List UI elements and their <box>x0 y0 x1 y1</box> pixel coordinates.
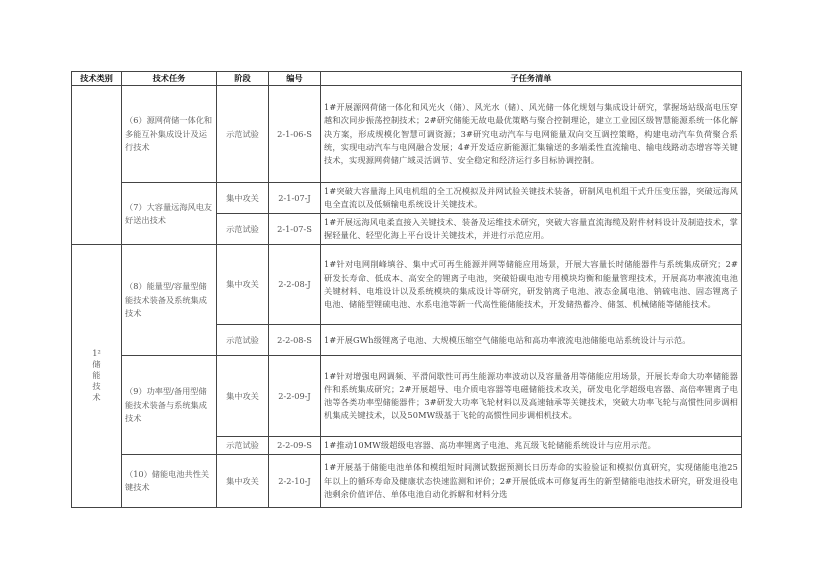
subtasks-cell: 1#推动10MW级超级电容器、高功率锂离子电池、兆瓦级飞轮储能系统设计与应用示范。 <box>321 437 742 455</box>
stage-cell: 集中攻关 <box>217 356 269 437</box>
stage-cell: 集中攻关 <box>217 455 269 508</box>
header-category: 技术类别 <box>72 72 122 86</box>
task-cell-6: （6）源网荷储一体化和多能互补集成设计及运行技术 <box>122 86 217 183</box>
header-row <box>72 72 742 86</box>
task-cell-7: （7）大容量远海风电友好送出技术 <box>122 183 217 245</box>
stage-cell: 示范试验 <box>217 214 269 245</box>
task-cell-9: （9）功率型/备用型储能技术装备与系统集成技术 <box>122 356 217 455</box>
header-code: 编号 <box>269 72 321 86</box>
subtasks-cell: 1#针对增强电网调频、平滑间歇性可再生能源功率波动以及容量备用等储能应用场景，开展长寿命大功率储能器件和系统集成研究；2#开展超导、电介质电容器等电磁储能技术攻关，研发电化学超级电容器、高倍率锂离子电池等各类功率型储能器件；3#研发大功率飞轮材料以及高速轴承等关键技术，突破大功率飞轮与高惯性同步调相机集成关键技术，以及50MW级基于飞轮的高惯性同步调相机技术。 <box>321 356 742 437</box>
stage-cell: 集中攻关 <box>217 183 269 214</box>
code-cell: 2-2-09-S <box>269 437 321 455</box>
stage-cell: 示范试验 <box>217 325 269 356</box>
header-stage: 阶段 <box>217 72 269 86</box>
header-subtasks: 子任务清单 <box>321 72 742 86</box>
table-row <box>72 86 742 183</box>
code-cell: 2-2-10-J <box>269 455 321 508</box>
table-row <box>72 245 742 325</box>
table-row <box>72 183 742 214</box>
header-task: 技术任务 <box>122 72 217 86</box>
code-cell: 2-1-07-S <box>269 214 321 245</box>
code-cell: 2-2-09-J <box>269 356 321 437</box>
code-cell: 2-1-06-S <box>269 86 321 183</box>
subtasks-cell: 1#开展远海风电柔直接入关键技术、装备及运维技术研究，突破大容量直流海缆及附件材料设计及制造技术，掌握轻量化、轻型化海上平台设计关键技术，并进行示范应用。 <box>321 214 742 245</box>
category-label-storage: 1²储能技术 <box>92 348 101 403</box>
code-cell: 2-2-08-S <box>269 325 321 356</box>
subtasks-cell: 1#开展源网荷储一体化和风光火（储）、风光水（储）、风光储一体化规划与集成设计研究，掌握场站级高电压穿越和次同步振荡控制技术；2#研究储能无故电最优策略与聚合控制理论，建立工业园区级智慧能源系统一体化解决方案，形成规模化智慧可调资源；3#研究电动汽车与电网能量双向交互调控策略，构建电动汽车负荷聚合系统，实现电动汽车与电网融合发展；4#开发适应新能源汇集输送的多端柔性直流输电、输电线路动态增容等关键技术，实现源网荷储广域灵活调节、安全稳定和经济运行多目标协调控制。 <box>321 86 742 183</box>
task-table <box>71 71 742 508</box>
stage-cell: 示范试验 <box>217 437 269 455</box>
code-cell: 2-1-07-J <box>269 183 321 214</box>
code-cell: 2-2-08-J <box>269 245 321 325</box>
stage-cell: 集中攻关 <box>217 245 269 325</box>
table-row <box>72 356 742 437</box>
category-cell-1 <box>72 86 122 245</box>
subtasks-cell: 1#开展GWh级锂离子电池、大规模压缩空气储能电站和高功率液流电池储能电站系统设计与示范。 <box>321 325 742 356</box>
stage-cell: 示范试验 <box>217 86 269 183</box>
task-cell-8: （8）能量型/容量型储能技术装备及系统集成技术 <box>122 245 217 356</box>
table-row <box>72 455 742 508</box>
subtasks-cell: 1#针对电网削峰填谷、集中式可再生能源并网等储能应用场景，开展大容量长时储能器件与系统集成研究；2#研发长寿命、低成本、高安全的锂离子电池，突破铅碳电池专用模块均衡和能量管理技术，开展高功率液流电池关键材料、电堆设计以及系统模块的集成设计等研究，研发钠离子电池、液态金属电池、钠硫电池、固态锂离子电池、储能型锂硫电池、水系电池等新一代高性能储能技术，开发储热蓄冷、储氢、机械储能等储能技术。 <box>321 245 742 325</box>
category-cell-2 <box>72 245 122 508</box>
subtasks-cell: 1#突破大容量海上风电机组的全工况模拟及并网试验关键技术装备，研制风电机组干式升压变压器，突破远海风电全直流以及低频输电系统设计关键技术。 <box>321 183 742 214</box>
subtasks-cell: 1#开展基于储能电池单体和模组短时间测试数据预测长日历寿命的实验验证和模拟仿真研究，实现储能电池25年以上的循环寿命及健康状态快速监测和评价；2#开展低成本可修复再生的新型储能电池技术研究，研发退役电池剩余价值评估、单体电池自动化拆解和材料分选 <box>321 455 742 508</box>
task-cell-10: （10）储能电池共性关键技术 <box>122 455 217 508</box>
